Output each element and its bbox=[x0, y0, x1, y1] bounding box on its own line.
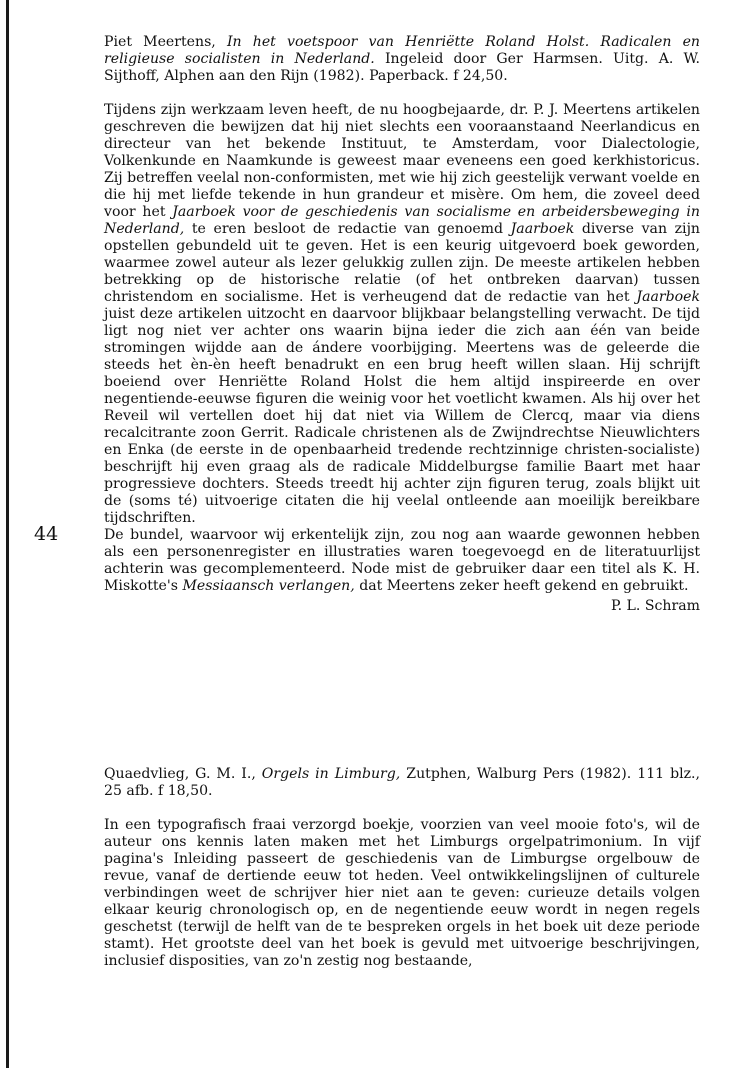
review-text: dat Meertens zeker heeft gekend en gebruikt. bbox=[359, 578, 689, 594]
review-paragraph: In een typografisch fraai verzorgd boekje, voorzien van veel mooie foto's, wil de auteur ons kennis laten maken met het Limburgs orgelpatrimonium. In vijf pagina's Inleiding passeert de geschiedenis van de Limburgse orgelbouw de revue, vanaf de dertiende eeuw tot heden. Veel ontwikkelingslijnen of culturele verbindingen weet de schrijver hier niet aan te geven: curieuze details volgen elkaar keurig chronologisch op, en de negentiende eeuw wordt in negen regels geschetst (terwijl de helft van de te bespreken orgels in het boek uit deze periode stamt). Het grootste deel van het boek is gevuld met uitvoerige beschrijvingen, inclusief disposities, van zo'n zestig nog bestaande, bbox=[104, 817, 700, 969]
book-title: In het voetspoor van Henriëtte Roland Holst. Radicalen en religieuse socialisten in Nederland. bbox=[104, 34, 700, 67]
page-number: 44 bbox=[34, 523, 59, 545]
book-details: Zutphen, Walburg Pers (1982). 111 blz., 25 afb. f 18,50. bbox=[104, 766, 701, 799]
review-text: Tijdens zijn werkzaam leven heeft, de nu hoogbejaarde, dr. P. J. Meertens artikelen geschreven die bewijzen dat hij niet slechts een vooraanstaand Neerlandicus en directeur van het bekende Instituut, te Amsterdam, voor Dialectologie, Volkenkunde en Naamkunde is geweest maar eveneens een goed kerkhistoricus. Zij betreffen veelal non-conformisten, met wie hij zich geestelijk verwant voelde en die hij met liefde tekende in hun grandeur et misère. Om hem, die zoveel deed voor het bbox=[104, 102, 700, 220]
book-title: Orgels in Limburg, bbox=[261, 766, 401, 782]
margin-rule bbox=[6, 0, 9, 1068]
review-text: diverse van zijn opstellen gebundeld uit te geven. Het is een keurig uitgevoerd boek geworden, waarmee zowel auteur als lezer gelukkig zullen zijn. De meeste artikelen hebben betrekking op de historische relatie (of het ontbreken daarvan) tussen christendom en socialisme. Het is verheugend dat de redactie van het bbox=[104, 221, 701, 305]
journal-title: Jaarboek bbox=[510, 221, 575, 237]
journal-title: Jaarboek bbox=[636, 289, 701, 305]
cited-title: Messiaansch verlangen, bbox=[182, 578, 355, 594]
review-paragraph bbox=[104, 527, 700, 595]
journal-title: Jaarboek voor de geschiedenis van socialisme en arbeidersbeweging in Nederland, bbox=[104, 204, 701, 237]
book-details: Ingeleid door Ger Harmsen. Uitg. A. W. Sijthoff, Alphen aan den Rijn (1982). Paperback. f 24,50. bbox=[104, 51, 701, 84]
review-paragraph bbox=[104, 102, 700, 527]
bibliographic-entry bbox=[104, 766, 700, 800]
review-quaedvlieg bbox=[104, 766, 700, 970]
bibliographic-entry bbox=[104, 34, 700, 85]
review-text: juist deze artikelen uitzocht en daarvoor blijkbaar belangstelling verwacht. De tijd ligt nog niet ver achter ons waarin bijna ieder die zich aan één van beide stromingen wijdde aan de ándere voorbijging. Meertens was de geleerde die steeds het èn-èn heeft benadrukt en een brug heeft willen slaan. Hij schrijft boeiend over Henriëtte Roland Holst die hem altijd inspireerde en over negentiende-eeuwse figuren die weinig voor het voetlicht kwamen. Als hij over het Reveil wil vertellen doet hij dat niet via Willem de Clercq, maar via diens recalcitrante zoon Gerrit. Radicale christenen als de Zwijndrechtse Nieuwlichters en Enka (de eerste in de openbaarheid tredende rechtzinnige christen-socialiste) beschrijft hij even graag als de radicale Middelburgse familie Baart met haar progressieve dochters. Steeds treedt hij achter zijn figuren terug, zoals blijkt uit de (soms té) uitvoerige citaten die hij veelal ontleende aan moeilijk bereikbare tijdschriften. bbox=[104, 306, 700, 526]
book-author: Piet Meertens, bbox=[104, 34, 216, 50]
review-text: De bundel, waarvoor wij erkentelijk zijn, zou nog aan waarde gewonnen hebben als een personenregister en illustraties waren toegevoegd en de literatuurlijst achterin was gecomplementeerd. Node mist de gebruiker daar een titel als K. H. Miskotte's bbox=[104, 527, 700, 594]
review-text: te eren besloot de redactie van genoemd bbox=[191, 221, 504, 237]
book-author: Quaedvlieg, G. M. I., bbox=[104, 766, 256, 782]
reviewer-signature: P. L. Schram bbox=[610, 598, 700, 614]
review-meertens bbox=[104, 34, 700, 615]
